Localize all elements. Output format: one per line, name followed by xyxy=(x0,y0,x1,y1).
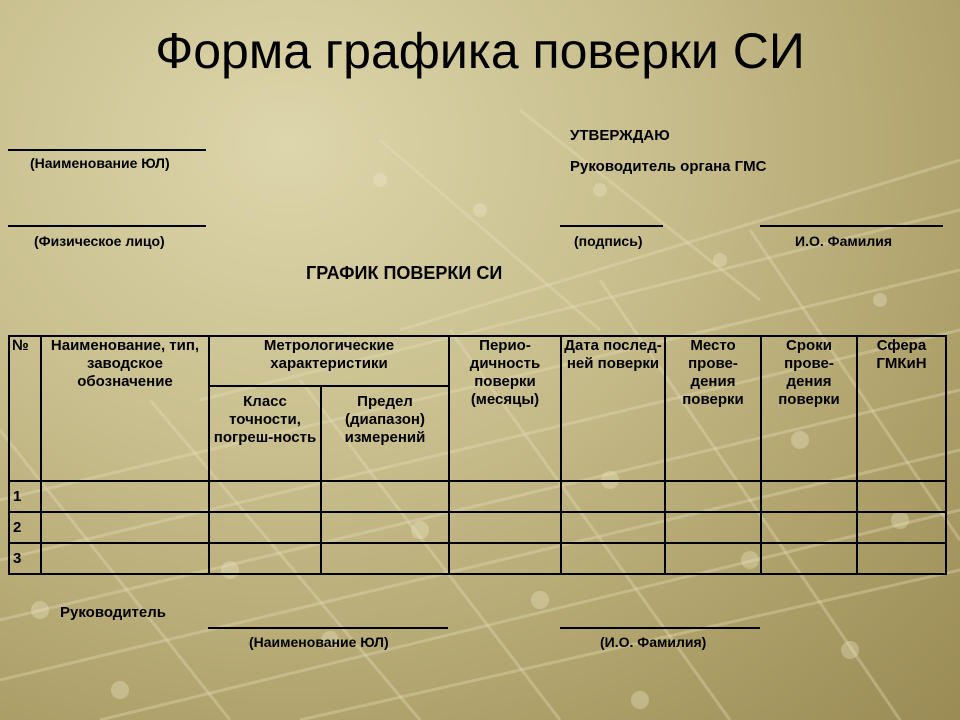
footer-name-caption: (И.О. Фамилия) xyxy=(600,634,707,650)
row-number: 2 xyxy=(9,512,41,543)
header-accuracy: Класс точности, погреш-ность xyxy=(209,386,321,481)
footer-name-line xyxy=(560,627,760,629)
footer-org-line xyxy=(208,627,448,629)
header-num: № xyxy=(9,336,41,481)
header-place: Место прове-дения поверки xyxy=(665,336,761,481)
header-terms: Сроки прове-дения поверки xyxy=(761,336,857,481)
header-sphere: Сфера ГМКиН xyxy=(857,336,946,481)
header-period: Перио-дичность поверки (месяцы) xyxy=(449,336,561,481)
table-row xyxy=(9,512,946,543)
table-row xyxy=(9,543,946,574)
footer-org-caption: (Наименование ЮЛ) xyxy=(249,634,389,650)
table-header-row xyxy=(9,336,946,386)
footer-head-label: Руководитель xyxy=(60,604,166,621)
table-row xyxy=(9,481,946,512)
signature-line xyxy=(560,225,663,227)
approve-position: Руководитель органа ГМС xyxy=(570,158,767,175)
org-name-caption: (Наименование ЮЛ) xyxy=(30,155,170,171)
page-title: Форма графика поверки СИ xyxy=(155,23,805,79)
approver-name-line xyxy=(760,225,943,227)
approve-heading: УТВЕРЖДАЮ xyxy=(570,127,670,144)
header-range: Предел (диапазон) измерений xyxy=(321,386,449,481)
row-number: 3 xyxy=(9,543,41,574)
signature-caption: (подпись) xyxy=(574,233,643,249)
schedule-heading: ГРАФИК ПОВЕРКИ СИ xyxy=(306,263,503,283)
approver-name-caption: И.О. Фамилия xyxy=(795,233,892,249)
header-metrology: Метрологические характеристики xyxy=(209,336,449,386)
person-line xyxy=(8,225,206,227)
person-caption: (Физическое лицо) xyxy=(34,233,165,249)
header-last-date: Дата послед-ней поверки xyxy=(561,336,665,481)
header-name: Наименование, тип, заводское обозначение xyxy=(41,336,209,481)
org-name-line xyxy=(8,149,206,151)
schedule-table xyxy=(8,335,947,575)
row-number: 1 xyxy=(9,481,41,512)
